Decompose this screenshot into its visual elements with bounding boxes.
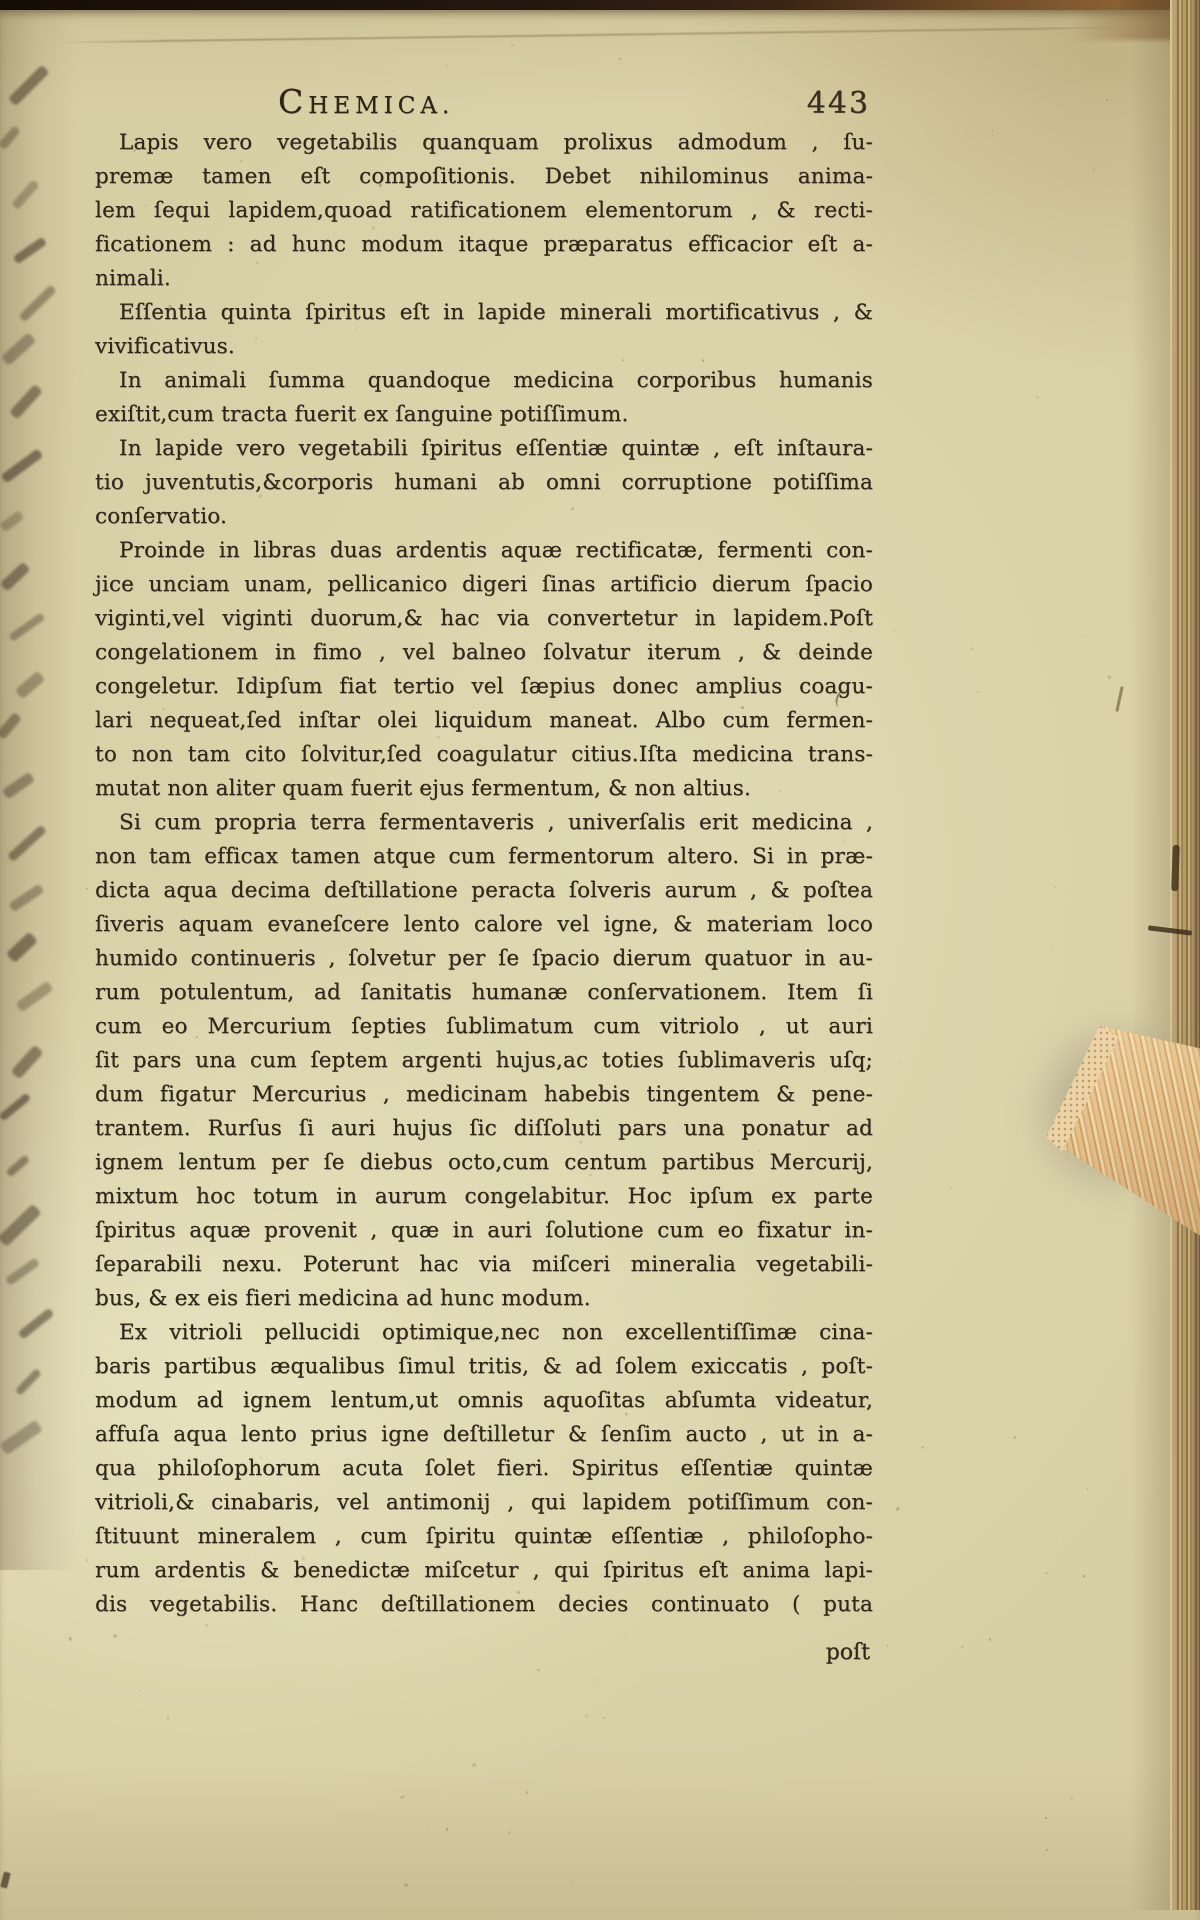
page-title: CHEMICA. — [278, 82, 455, 121]
text-line: rum potulentum, ad ſanitatis humanæ conſervationem. Item ſi — [95, 980, 873, 1005]
paper-speck — [511, 44, 514, 47]
paper-speck — [930, 988, 931, 989]
paper-speck — [400, 1794, 405, 1799]
text-line: dis vegetabilis. Hanc deſtillationem decies continuato ( puta — [95, 1592, 873, 1617]
paper-speck — [922, 1447, 924, 1449]
paper-speck — [446, 65, 448, 66]
text-line: nimali. — [95, 266, 171, 291]
paper-speck — [592, 1679, 594, 1681]
paper-speck — [86, 888, 89, 890]
text-line: jice unciam unam, pellicanico digeri ſinas artificio dierum ſpacio — [95, 572, 873, 597]
paper-speck — [428, 1830, 430, 1831]
paper-speck — [900, 1062, 901, 1063]
paper-speck — [992, 130, 994, 132]
text-line: ſtituunt mineralem , cum ſpiritu quintæ eſſentiæ , philoſopho- — [95, 1524, 873, 1549]
text-line: to non tam cito ſolvitur,ſed coagulatur citius.Iſta medicina trans- — [95, 742, 873, 767]
text-line: ſpiritus aquæ provenit , quæ in auri ſolutione cum eo fixatur in- — [95, 1218, 873, 1243]
paper-speck — [1106, 99, 1109, 101]
paper-speck — [572, 1880, 574, 1882]
paper-speck — [961, 1645, 963, 1648]
text-line: Si cum propria terra fermentaveris , univerſalis erit medicina , — [119, 810, 873, 835]
text-line: ficationem : ad hunc modum itaque præparatus efficacior eſt a- — [95, 232, 873, 257]
text-line: Lapis vero vegetabilis quanquam prolixus admodum , ſu- — [119, 130, 873, 155]
text-line: ignem lentum per ſe diebus octo,cum centum partibus Mercurij, — [95, 1150, 873, 1175]
paper-speck — [446, 1827, 449, 1830]
text-line: lari nequeat,ſed inſtar olei liquidum maneat. Albo cum fermen- — [95, 708, 873, 733]
page-paper — [0, 10, 1200, 1920]
paper-speck — [977, 691, 979, 693]
paper-speck — [205, 1624, 208, 1627]
text-line: vivificativus. — [95, 334, 235, 359]
paper-speck — [642, 1769, 644, 1771]
paper-speck — [139, 1690, 140, 1692]
text-line: dum figatur Mercurius , medicinam habebis tingentem & pene- — [95, 1082, 873, 1107]
text-line: premæ tamen eſt compoſitionis. Debet nihilominus anima- — [95, 164, 873, 189]
paper-speck — [79, 372, 81, 374]
paper-speck — [1046, 1572, 1049, 1574]
paper-speck — [1013, 1436, 1017, 1439]
text-line: Eſſentia quinta ſpiritus eſt in lapide minerali mortificativus , & — [119, 300, 873, 325]
paper-speck — [846, 1886, 849, 1889]
text-line: baris partibus æqualibus ſimul tritis, & ad ſolem exiccatis , poſt- — [95, 1354, 873, 1379]
paper-speck — [1044, 1816, 1047, 1819]
paper-speck — [1107, 675, 1111, 680]
text-line: affuſa aqua lento prius igne deſtilletur & ſenſim aucto , ut in a- — [95, 1422, 873, 1447]
paper-speck — [69, 1636, 73, 1641]
paper-speck — [883, 1149, 885, 1150]
text-line: rum ardentis & benedictæ miſcetur , qui ſpiritus eſt anima lapi- — [95, 1558, 873, 1583]
text-line: Ex vitrioli pellucidi optimique,nec non excellentiſſimæ cina- — [119, 1320, 873, 1345]
text-line: ſiveris aquam evaneſcere lento calore vel igne, & materiam loco — [95, 912, 873, 937]
text-line: mutat non aliter quam fuerit ejus fermentum, & non altius. — [95, 776, 752, 801]
paper-speck — [895, 1507, 900, 1512]
paper-speck — [113, 1634, 118, 1638]
text-line: In animali ſumma quandoque medicina corporibus humanis — [119, 368, 873, 393]
text-line: cum eo Mercurium ſepties ſublimatum cum vitriolo , ut auri — [95, 1014, 873, 1039]
paper-speck — [886, 1644, 888, 1647]
paper-speck — [745, 78, 746, 79]
paper-speck — [404, 1883, 408, 1886]
catchword: poſt — [825, 1640, 870, 1665]
paper-speck — [526, 1791, 529, 1795]
text-line: modum ad ignem lentum,ut omnis aquoſitas abſumta videatur, — [95, 1388, 873, 1413]
paper-speck — [585, 1715, 589, 1718]
text-line: exiſtit,cum tracta fuerit ex ſanguine potiſſimum. — [95, 402, 629, 427]
paper-speck — [1081, 635, 1084, 638]
text-line: congeletur. Idipſum fiat tertio vel ſæpius donec amplius coagu- — [95, 674, 873, 699]
text-line: bus, & ex eis fieri medicina ad hunc modum. — [95, 1286, 591, 1311]
text-line: conſervatio. — [95, 504, 228, 529]
paper-speck — [618, 58, 620, 60]
paper-speck — [1083, 1574, 1086, 1577]
text-line: trantem. Rurſus ſi auri hujus ſic diſſoluti pars una ponatur ad — [95, 1116, 873, 1141]
scan-dark-edge — [0, 0, 1200, 10]
text-line: congelationem in fimo , vel balneo ſolvatur iterum , & deinde — [95, 640, 873, 665]
page-text — [95, 126, 873, 1622]
paper-speck — [1035, 395, 1038, 398]
paper-speck — [892, 628, 896, 632]
text-line: viginti,vel viginti duorum,& hac via convertetur in lapidem.Poſt — [95, 606, 873, 631]
paper-speck — [1092, 168, 1095, 170]
paper-speck — [624, 1633, 626, 1635]
paper-speck — [603, 1716, 605, 1718]
text-line: ſeparabili nexu. Poterunt hac via miſceri mineralia vegetabili- — [95, 1252, 873, 1277]
text-line: Proinde in libras duas ardentis aquæ rectificatæ, fermenti con- — [119, 538, 873, 563]
text-line: qua philoſophorum acuta ſolet fieri. Spiritus eſſentiæ quintæ — [95, 1456, 873, 1481]
paper-speck — [472, 1763, 476, 1767]
book-fore-edge — [1170, 0, 1200, 1910]
text-line: tio juventutis,&corporis humani ab omni corruptione potiſſima — [95, 470, 873, 495]
paper-speck — [1086, 1488, 1088, 1490]
text-line: humido continueris , ſolvetur per ſe ſpacio dierum quatuor in au- — [95, 946, 873, 971]
text-line: mixtum hoc totum in aurum congelabitur. Hoc ipſum ex parte — [95, 1184, 873, 1209]
paper-speck — [1071, 1797, 1073, 1799]
paper-speck — [1046, 1849, 1049, 1852]
paper-speck — [1063, 1537, 1064, 1538]
text-line: dicta aqua decima deſtillatione peracta ſolveris aurum , & poſtea — [95, 878, 873, 903]
text-line: non tam efficax tamen atque cum fermentorum altero. Si in præ- — [95, 844, 873, 869]
text-line: lem ſequi lapidem,quoad ratificationem elementorum , & recti- — [95, 198, 873, 223]
paper-speck — [536, 1669, 539, 1672]
paper-speck — [989, 1638, 991, 1641]
paper-speck — [508, 1831, 512, 1834]
text-line: ſit pars una cum ſeptem argenti hujus,ac toties ſublimaveris uſq; — [95, 1048, 873, 1073]
page-number: 443 — [806, 86, 870, 121]
paper-speck — [971, 648, 973, 650]
paper-speck — [166, 1717, 169, 1720]
paper-speck — [1051, 948, 1053, 950]
paper-speck — [85, 1559, 88, 1562]
fore-edge-shade — [1130, 0, 1170, 1910]
paper-speck — [1054, 887, 1056, 889]
paper-speck — [949, 1188, 951, 1189]
text-line: vitrioli,& cinabaris, vel antimonij , qui lapidem potiſſimum con- — [95, 1490, 873, 1515]
text-line: In lapide vero vegetabili ſpiritus eſſentiæ quintæ , eſt inſtaura- — [119, 436, 873, 461]
